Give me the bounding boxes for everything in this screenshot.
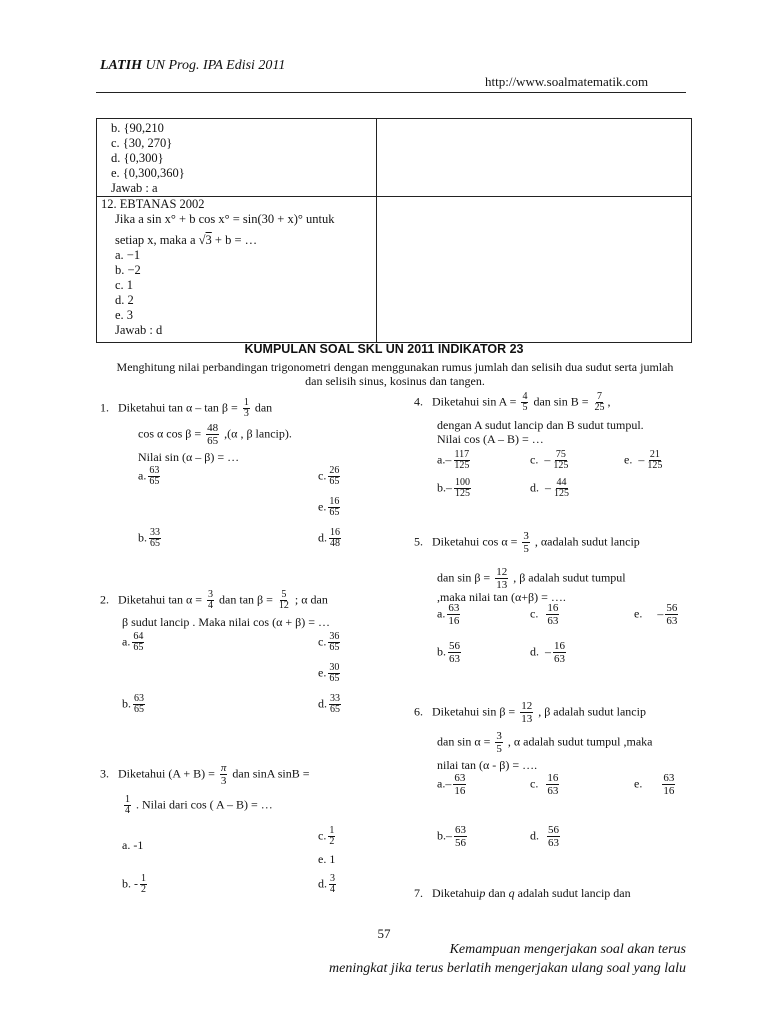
q6-line1: 6. Diketahui sin β = $\frac{12}{13}$ , β adalah sudut lancip [414, 700, 646, 725]
option: d. $\frac{56}{63}$ [530, 824, 559, 849]
q2-line2: β sudut lancip . Maka nilai cos (α + β) = … [122, 615, 330, 629]
answer: Jawab : d [115, 323, 163, 337]
header-title: LATIH UN Prog. IPA Edisi 2011 [100, 58, 286, 73]
option: a. -1 [122, 838, 144, 852]
header-divider [96, 92, 686, 93]
option: e. – $\frac{21}{125}$ [624, 449, 663, 471]
option: e. $\frac{63}{16}$ [634, 772, 675, 797]
q4-line2: dengan A sudut lancip dan B sudut tumpul. [437, 418, 644, 432]
option: b.– $\frac{63}{56}$ [437, 824, 466, 849]
option: d. {0,300} [111, 151, 164, 165]
option: a. −1 [115, 248, 141, 262]
option: d. – $\frac{44}{125}$ [530, 477, 569, 499]
answer: Jawab : a [111, 181, 158, 195]
footer-motto: Kemampuan mengerjakan soal akan terus meningkat jika terus berlatih mengerjakan ulang soal yang lalu [329, 942, 686, 976]
option: b. −2 [115, 263, 141, 277]
header-url: http://www.soalmatematik.com [485, 74, 649, 89]
q12-line1: Jika a sin x° + b cos x° = sin(30 + x)° untuk [115, 212, 335, 226]
section-title: KUMPULAN SOAL SKL UN 2011 INDIKATOR 23 [244, 342, 524, 356]
option: b. $\frac{33}{65}$ [138, 527, 160, 549]
q4-line3: Nilai cos (A – B) = … [437, 432, 544, 446]
option: e. 3 [115, 308, 134, 322]
q12-title: 12. EBTANAS 2002 [101, 197, 205, 211]
empty-cell [377, 119, 692, 197]
q4-line1: 4. Diketahui sin A = $\frac{4}{5}$ dan sin B = $\frac{7}{25}$ , [414, 391, 611, 413]
option: a. $\frac{63}{16}$ [437, 602, 460, 627]
option: c. $\frac{26}{65}$ [318, 465, 340, 487]
q1-line1: 1. Diketahui tan α – tan β = $\frac{1}{3}$ dan [100, 397, 273, 419]
q5-line1: 5. Diketahui cos α = $\frac{3}{5}$ , αadalah sudut lancip [414, 530, 640, 555]
option: a. $\frac{63}{65}$ [138, 465, 160, 487]
q6-line3: nilai tan (α - β) = …. [437, 758, 538, 772]
option: c. – $\frac{75}{125}$ [530, 449, 569, 471]
option: c. 1 [115, 278, 134, 292]
q5-line2: dan sin β = $\frac{12}{13}$ , β adalah sudut tumpul [437, 566, 626, 591]
option: a.– $\frac{117}{125}$ [437, 449, 470, 471]
q1-line3: Nilai sin (α – β) = … [138, 450, 240, 464]
q2-line1: 2. Diketahui tan α = $\frac{3}{4}$ dan tan β = $\frac{5}{12}$ ; α dan [100, 589, 328, 611]
q5-line3: ,maka nilai tan (α+β) = …. [437, 590, 566, 604]
option: a. $\frac{64}{65}$ [122, 631, 144, 653]
prev-question-cell [97, 119, 377, 197]
option: b. {90,210 [111, 121, 164, 135]
option: c. $\frac{16}{63}$ [530, 772, 559, 797]
q7-line1: 7. Diketahuip dan q adalah sudut lancip dan [414, 886, 631, 900]
section-description: Menghitung nilai perbandingan trigonometri dengan menggunakan rumus jumlah dan selisih dua sudut serta jumlah dan selisih sinus, kosinus dan tangen. [116, 360, 674, 388]
q12-line2: setiap x, maka a √3 + b = … [115, 233, 258, 247]
option: a.– $\frac{63}{16}$ [437, 772, 466, 797]
option: c. $\frac{1}{2}$ [318, 825, 335, 847]
q1-line2: cos α cos β = $\frac{48}{65}$ ,(α , β lancip). [138, 422, 292, 447]
option: b. $\frac{56}{63}$ [437, 640, 460, 665]
page-number: 57 [377, 926, 391, 941]
option: b. - $\frac{1}{2}$ [122, 873, 146, 895]
option: d. 2 [115, 293, 134, 307]
option: d. $\frac{16}{48}$ [318, 527, 340, 549]
option: e. 1 [318, 852, 336, 866]
option: c. $\frac{16}{63}$ [530, 602, 559, 627]
empty-cell [377, 197, 692, 343]
option: c. $\frac{36}{65}$ [318, 631, 340, 653]
option: e. $\frac{16}{65}$ [318, 496, 340, 518]
q12-cell [97, 197, 377, 343]
q6-line2: dan sin α = $\frac{3}{5}$ , α adalah sudut tumpul ,maka [437, 730, 653, 755]
option: e. {0,300,360} [111, 166, 185, 180]
previous-questions-table [96, 118, 692, 343]
option: e. $\frac{30}{65}$ [318, 662, 340, 684]
option: c. {30, 270} [111, 136, 173, 150]
option: d. – $\frac{16}{63}$ [530, 640, 565, 665]
option: e. – $\frac{56}{63}$ [634, 602, 678, 627]
q3-line2: $\frac{1}{4}$ . Nilai dari cos ( A – B) = … [125, 794, 273, 816]
option: b.– $\frac{100}{125}$ [437, 477, 470, 499]
option: d. $\frac{33}{65}$ [318, 693, 340, 715]
option: d. $\frac{3}{4}$ [318, 873, 335, 895]
q3-line1: 3. Diketahui (A + B) = $\frac{\pi}{3}$ dan sinA sinB = [100, 762, 310, 787]
option: b. $\frac{63}{65}$ [122, 693, 144, 715]
